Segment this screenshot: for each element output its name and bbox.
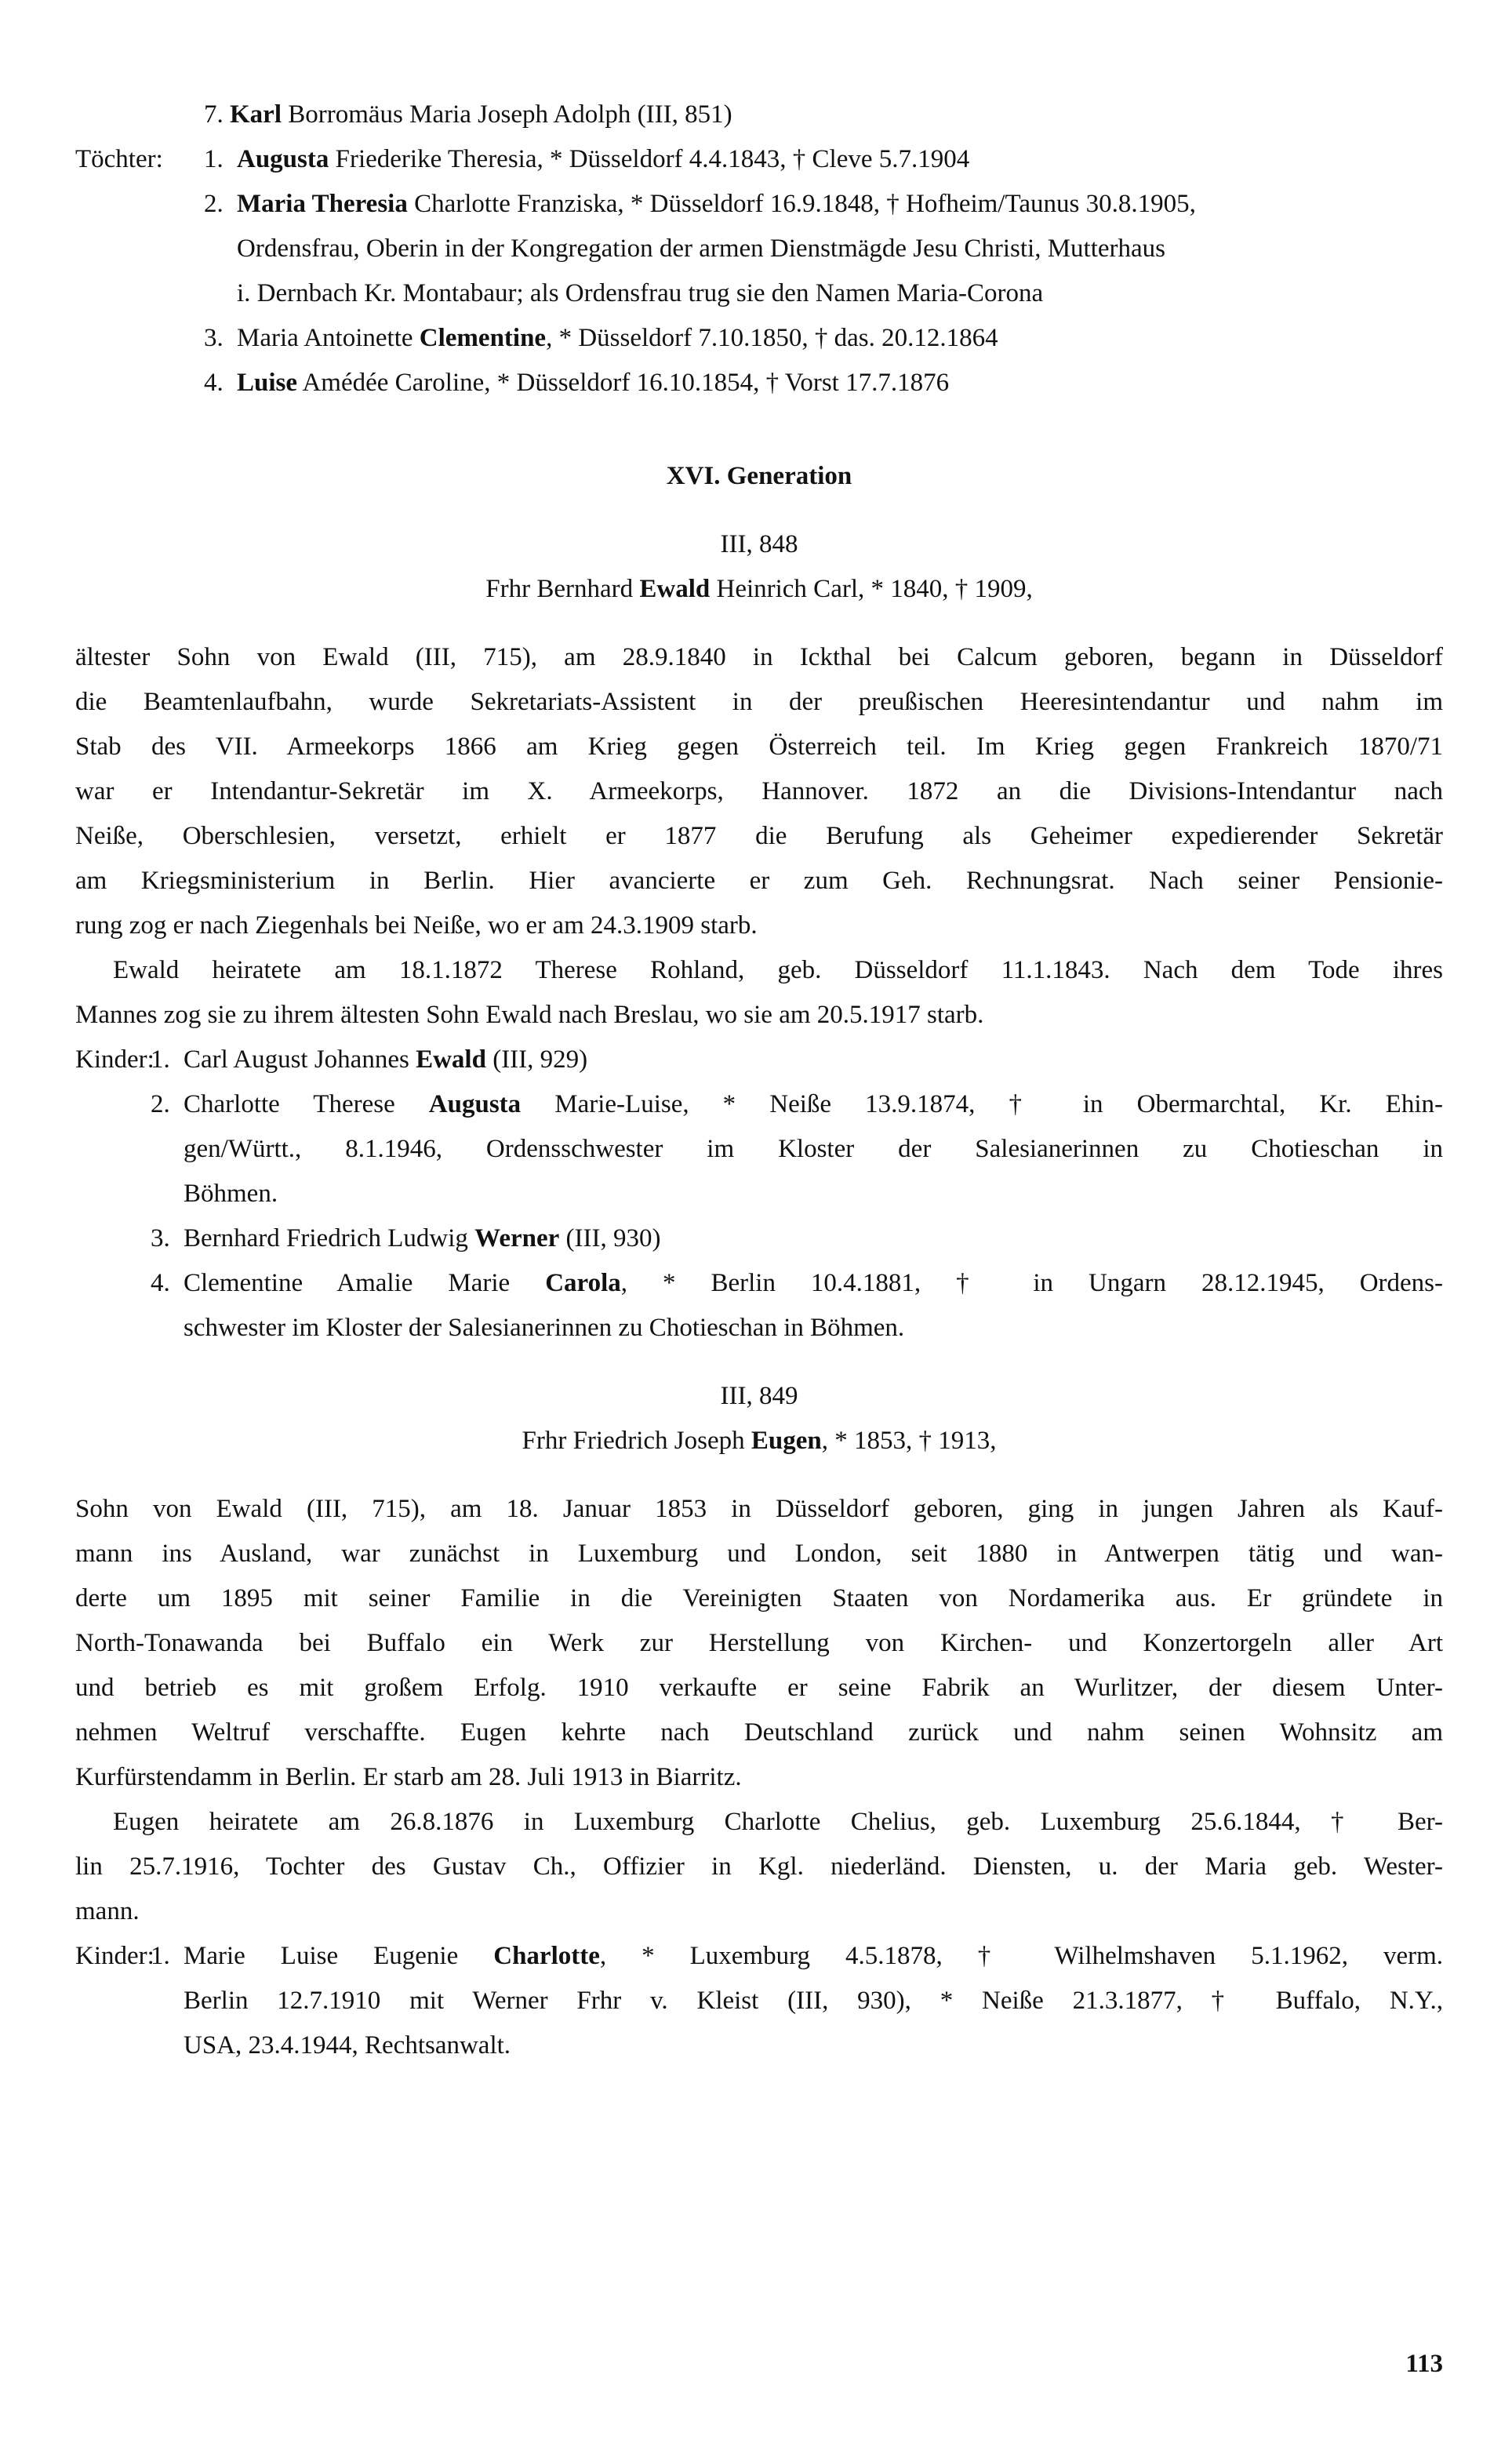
- list-item: [75, 1038, 1443, 1082]
- item-continuation: gen/Württ., 8.1.1946, Ordensschwester im Kloster der Salesianerinnen zu Chotieschan in: [184, 1135, 1443, 1163]
- item-name-bold: Charlotte: [493, 1942, 600, 1970]
- list-item: [75, 182, 1443, 227]
- paragraph-line: die Beamtenlaufbahn, wurde Sekretariats-Assistent in der preußischen Heeresintendantur und nahm im: [75, 688, 1443, 716]
- item-number: 1.: [151, 1045, 170, 1074]
- section-heading: [75, 1419, 1443, 1463]
- list-item: [75, 1934, 1443, 1979]
- page-number: 113: [1405, 2350, 1443, 2378]
- paragraph-line: mann ins Ausland, war zunächst in Luxemburg und London, seit 1880 in Antwerpen tätig und wan-: [75, 1540, 1443, 1568]
- list-item: [75, 137, 1443, 182]
- paragraph-line: Sohn von Ewald (III, 715), am 18. Januar 1853 in Düsseldorf geboren, ging in jungen Jahren als Kauf-: [75, 1495, 1443, 1523]
- kinder-label: Kinder:: [75, 1045, 154, 1074]
- item-continuation: Berlin 12.7.1910 mit Werner Frhr v. Kleist (III, 930), * Neiße 21.3.1877, † Buffalo, N.Y.,: [184, 1987, 1443, 2015]
- list-item: [75, 316, 1443, 361]
- section-id: III, 848: [720, 530, 798, 558]
- item-text: (III, 929): [485, 1045, 588, 1074]
- item-text: , * Düsseldorf 7.10.1850, † das. 20.12.1864: [546, 324, 998, 352]
- heading-text: Frhr Bernhard: [485, 575, 640, 603]
- paragraph-line: Ewald heiratete am 18.1.1872 Therese Rohland, geb. Düsseldorf 11.1.1843. Nach dem Tode ihres: [113, 956, 1443, 984]
- item-text: Clementine Amalie Marie: [184, 1269, 546, 1297]
- item-name-bold: Clementine: [419, 324, 547, 352]
- paragraph-line: Neiße, Oberschlesien, versetzt, erhielt er 1877 die Berufung als Geheimer expedierender Sekretär: [75, 822, 1443, 850]
- paragraph-line: ältester Sohn von Ewald (III, 715), am 28.9.1840 in Ickthal bei Calcum geboren, begann in Düsseldorf: [75, 643, 1443, 671]
- section-heading: [75, 567, 1443, 612]
- item-text: Marie Luise Eugenie: [184, 1942, 494, 1970]
- item-continuation: USA, 23.4.1944, Rechtsanwalt.: [184, 2031, 511, 2060]
- item-text: Charlotte Therese: [184, 1090, 429, 1118]
- list-item: [75, 1216, 1443, 1261]
- paragraph-line: war er Intendantur-Sekretär im X. Armeekorps, Hannover. 1872 an die Divisions-Intendantur nach: [75, 777, 1443, 805]
- item-name-bold: Augusta: [237, 145, 329, 173]
- paragraph-line: Kurfürstendamm in Berlin. Er starb am 28. Juli 1913 in Biarritz.: [75, 1763, 742, 1791]
- item-text: , * Luxemburg 4.5.1878, † Wilhelmshaven 5.1.1962, verm.: [599, 1942, 1443, 1970]
- paragraph-line: Stab des VII. Armeekorps 1866 am Krieg gegen Österreich teil. Im Krieg gegen Frankreich 1870/71: [75, 733, 1443, 761]
- paragraph-line: derte um 1895 mit seiner Familie in die Vereinigten Staaten von Nordamerika aus. Er gründete in: [75, 1584, 1443, 1612]
- paragraph-line: lin 25.7.1916, Tochter des Gustav Ch., Offizier in Kgl. niederländ. Diensten, u. der Maria geb. Wester-: [75, 1852, 1443, 1881]
- toechter-label: Töchter:: [75, 145, 163, 173]
- item-number: 1.: [204, 145, 224, 173]
- heading-text: , * 1853, † 1913,: [821, 1427, 997, 1455]
- paragraph-line: am Kriegsministerium in Berlin. Hier avancierte er zum Geh. Rechnungsrat. Nach seiner Pensionie-: [75, 867, 1443, 895]
- item-continuation: Böhmen.: [184, 1180, 278, 1208]
- list-item: [75, 361, 1443, 405]
- paragraph-line: und betrieb es mit großem Erfolg. 1910 verkaufte er seine Fabrik an Wurlitzer, der diesem Unter-: [75, 1674, 1443, 1702]
- kinder-label: Kinder:: [75, 1942, 154, 1970]
- generation-heading: XVI. Generation: [666, 462, 852, 490]
- paragraph-line: Eugen heiratete am 26.8.1876 in Luxemburg Charlotte Chelius, geb. Luxemburg 25.6.1844, † Ber-: [113, 1808, 1443, 1836]
- heading-name-bold: Ewald: [639, 575, 711, 603]
- item-text: Bernhard Friedrich Ludwig: [184, 1224, 475, 1252]
- item-text: Friederike Theresia, * Düsseldorf 4.4.1843, † Cleve 5.7.1904: [329, 145, 970, 173]
- item-continuation: schwester im Kloster der Salesianerinnen zu Chotieschan in Böhmen.: [184, 1314, 905, 1342]
- list-item: [75, 1082, 1443, 1127]
- item-name-bold: Maria Theresia: [237, 190, 408, 218]
- item-number: 2.: [151, 1090, 170, 1118]
- item-name-bold: Luise: [237, 369, 298, 397]
- item-name-bold: Werner: [474, 1224, 560, 1252]
- item-number: 3.: [204, 324, 224, 352]
- item-name-bold: Karl: [230, 100, 282, 129]
- heading-text: Heinrich Carl, * 1840, † 1909,: [710, 575, 1033, 603]
- paragraph-line: mann.: [75, 1897, 140, 1925]
- paragraph-line: North-Tonawanda bei Buffalo ein Werk zur Herstellung von Kirchen- und Konzertorgeln aller Art: [75, 1629, 1443, 1657]
- list-item: [204, 93, 1443, 137]
- item-text: Marie-Luise, * Neiße 13.9.1874, † in Obermarchtal, Kr. Ehin-: [521, 1090, 1443, 1118]
- heading-text: Frhr Friedrich Joseph: [522, 1427, 751, 1455]
- item-number: 3.: [151, 1224, 170, 1252]
- page: [75, 93, 1443, 2068]
- item-name-bold: Ewald: [416, 1045, 486, 1074]
- item-text: Carl August Johannes: [184, 1045, 416, 1074]
- item-text: , * Berlin 10.4.1881, † in Ungarn 28.12.1945, Ordens-: [620, 1269, 1444, 1297]
- section-id: III, 849: [720, 1382, 798, 1410]
- paragraph-line: rung zog er nach Ziegenhals bei Neiße, wo er am 24.3.1909 starb.: [75, 911, 758, 940]
- paragraph-line: Mannes zog sie zu ihrem ältesten Sohn Ewald nach Breslau, wo sie am 20.5.1917 starb.: [75, 1001, 984, 1029]
- item-text: Charlotte Franziska, * Düsseldorf 16.9.1848, † Hofheim/Taunus 30.8.1905,: [407, 190, 1196, 218]
- item-name-bold: Augusta: [428, 1090, 522, 1118]
- item-text: Maria Antoinette: [237, 324, 420, 352]
- item-continuation: Ordensfrau, Oberin in der Kongregation der armen Dienstmägde Jesu Christi, Mutterhaus: [237, 234, 1166, 263]
- item-number: 4.: [204, 369, 224, 397]
- list-item: [75, 1261, 1443, 1306]
- item-number: 4.: [151, 1269, 170, 1297]
- item-text: Amédée Caroline, * Düsseldorf 16.10.1854, † Vorst 17.7.1876: [297, 369, 950, 397]
- item-continuation: i. Dernbach Kr. Montabaur; als Ordensfrau trug sie den Namen Maria-Corona: [237, 279, 1044, 307]
- item-name-bold: Carola: [545, 1269, 621, 1297]
- paragraph-line: nehmen Weltruf verschaffte. Eugen kehrte nach Deutschland zurück und nahm seinen Wohnsitz am: [75, 1718, 1443, 1747]
- item-number: 1.: [151, 1942, 170, 1970]
- item-number: 7.: [204, 100, 224, 129]
- item-number: 2.: [204, 190, 224, 218]
- heading-name-bold: Eugen: [751, 1427, 822, 1455]
- item-text: Borromäus Maria Joseph Adolph (III, 851): [281, 100, 732, 129]
- item-text: (III, 930): [559, 1224, 661, 1252]
